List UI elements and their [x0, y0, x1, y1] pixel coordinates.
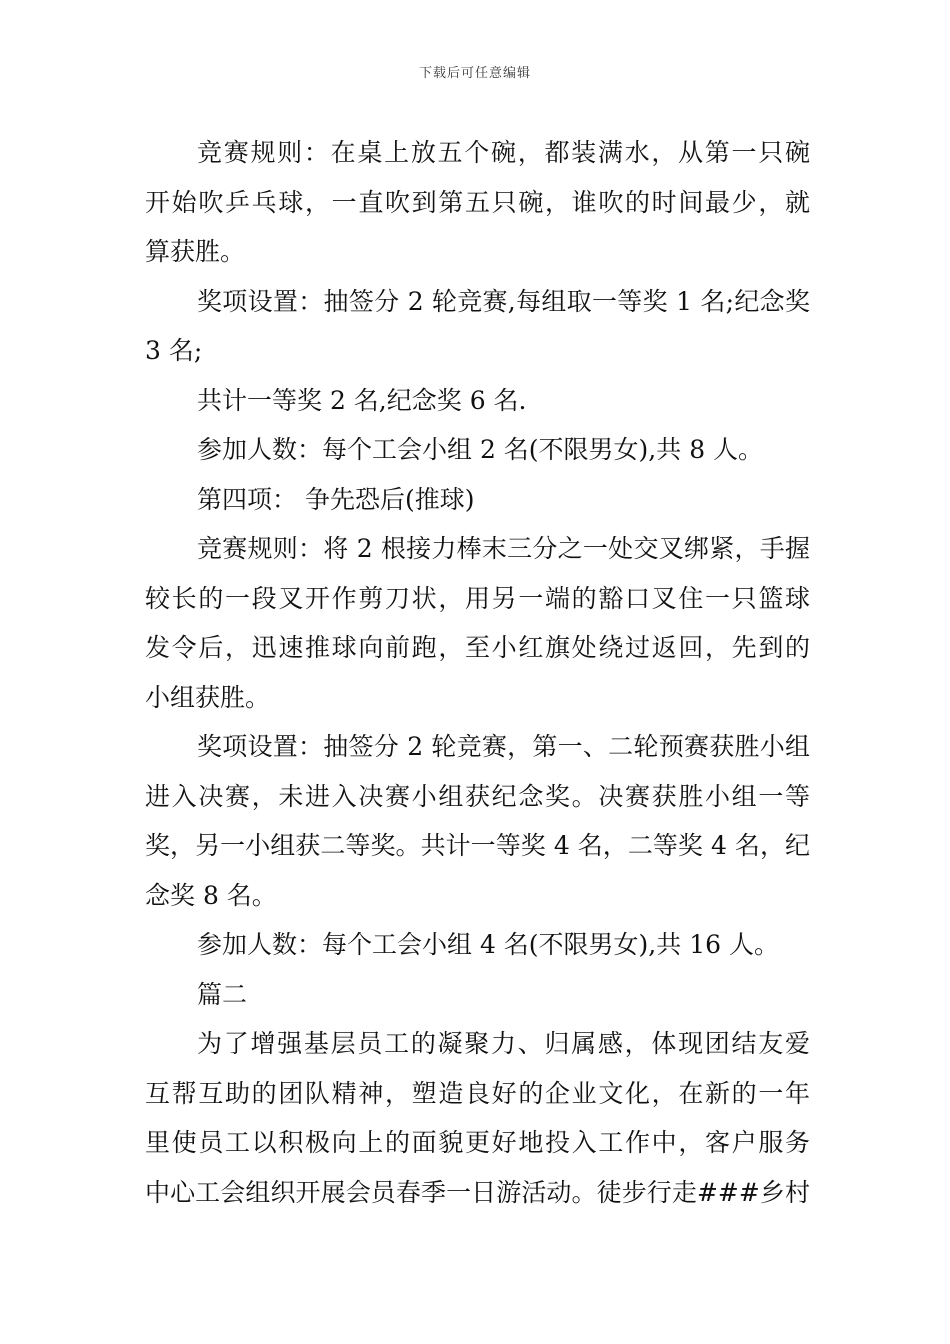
- text-line: 发令后，迅速推球向前跑，至小红旗处绕过返回，先到的: [145, 633, 810, 662]
- text-line: 参加人数：每个工会小组 4 名(不限男女),共 16 人。: [197, 930, 779, 959]
- text-line: 里使员工以积极向上的面貌更好地投入工作中，客户服务: [145, 1128, 810, 1157]
- text-line: 小组获胜。: [145, 682, 271, 712]
- text-line: 参加人数：每个工会小组 2 名(不限男女),共 8 人。: [197, 435, 764, 464]
- text-line: 竞赛规则：将 2 根接力棒末三分之一处交叉绑紧，手握: [197, 534, 810, 563]
- page-header: 下载后可任意编辑: [418, 66, 531, 81]
- text-line: 奖项设置：抽签分 2 轮竞赛，第一、二轮预赛获胜小组: [197, 732, 810, 761]
- text-line: 互帮互助的团队精神，塑造良好的企业文化，在新的一年: [145, 1078, 810, 1108]
- text-line: 奖项设置：抽签分 2 轮竞赛,每组取一等奖 1 名;纪念奖: [197, 286, 810, 316]
- section-heading: 篇二: [197, 979, 248, 1009]
- text-line: 中心工会组织开展会员春季一日游活动。徒步行走###乡村: [145, 1177, 810, 1207]
- text-line: 较长的一段叉开作剪刀状，用另一端的豁口叉住一只篮球: [145, 583, 810, 613]
- text-line: 奖，另一小组获二等奖。共计一等奖 4 名，二等奖 4 名，纪: [145, 831, 810, 860]
- text-line: 为了增强基层员工的凝聚力、归属感，体现团结友爱: [197, 1029, 810, 1058]
- section-heading: 第四项： 争先恐后(推球): [197, 484, 475, 514]
- text-line: 竞赛规则：在桌上放五个碗，都装满水，从第一只碗: [197, 138, 810, 167]
- text-line: 共计一等奖 2 名,纪念奖 6 名.: [197, 385, 527, 415]
- document-body: [145, 128, 810, 1217]
- text-line: 算获胜。: [145, 237, 246, 266]
- text-line: 开始吹乒乓球，一直吹到第五只碗，谁吹的时间最少，就: [145, 187, 810, 217]
- text-line: 念奖 8 名。: [145, 880, 277, 910]
- text-line: 3 名;: [145, 336, 203, 365]
- text-line: 进入决赛，未进入决赛小组获纪念奖。决赛获胜小组一等: [145, 781, 810, 811]
